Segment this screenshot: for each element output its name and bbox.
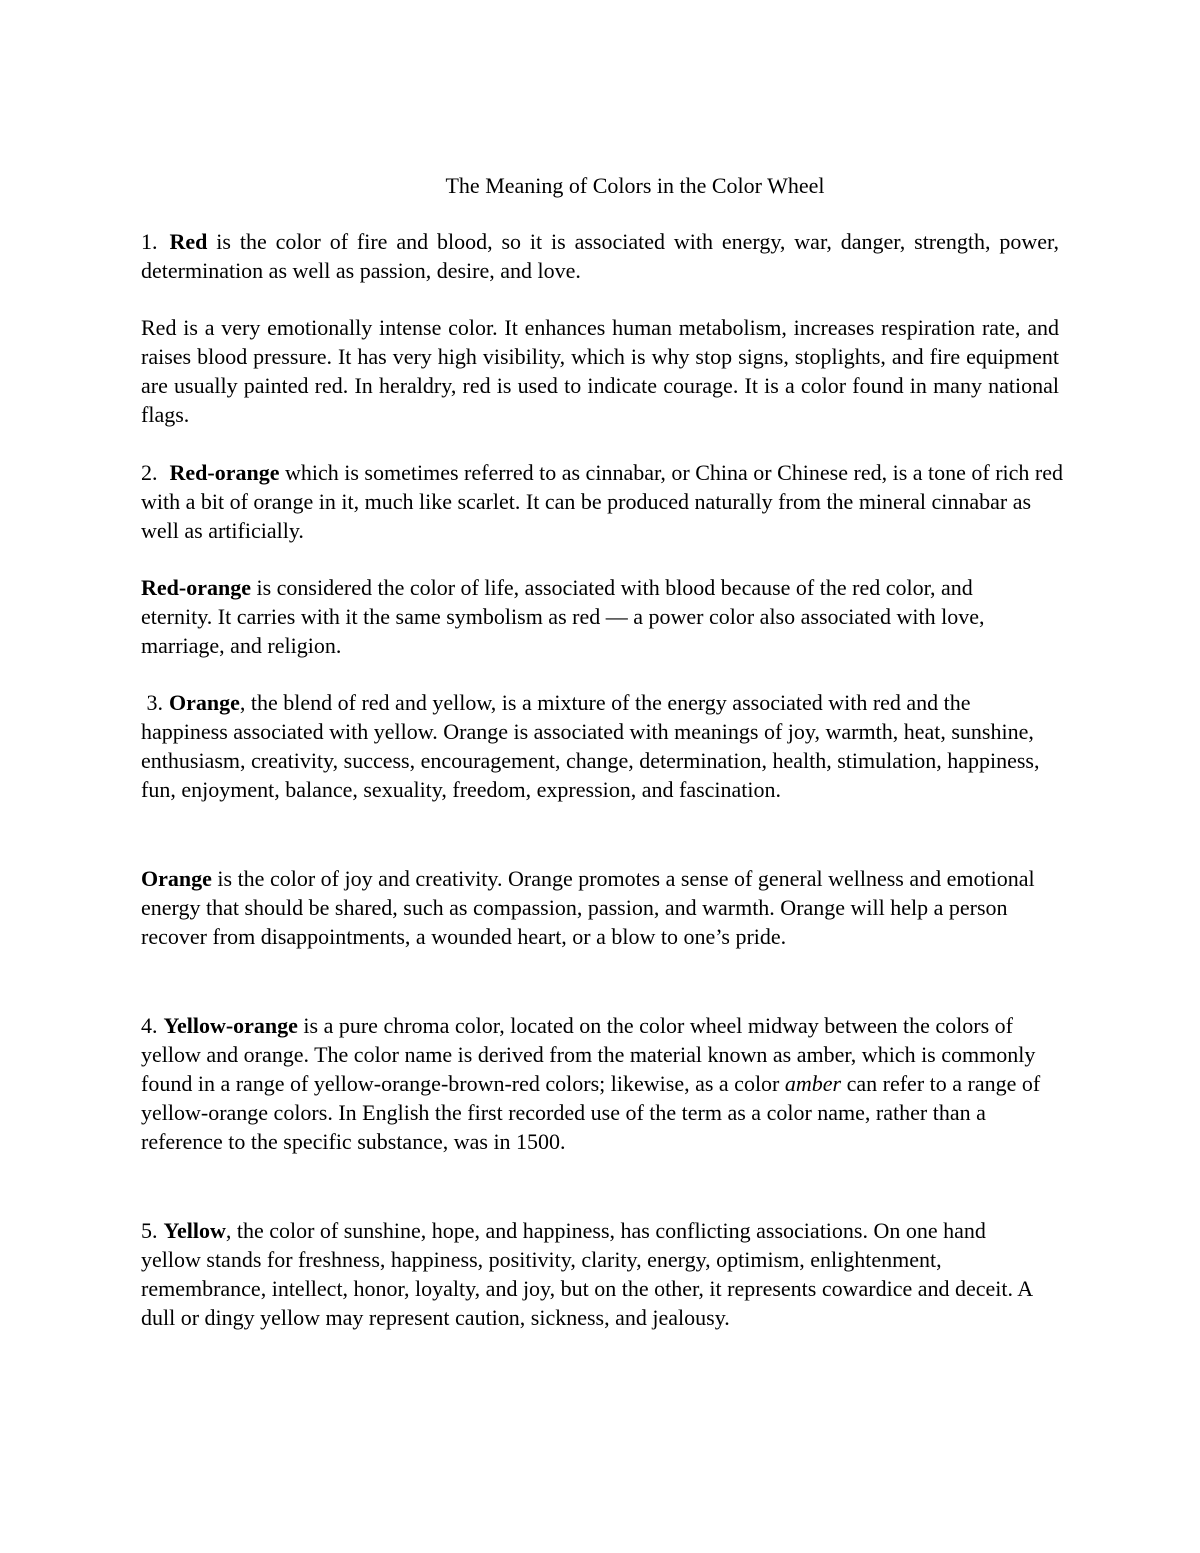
section-text: is a pure chroma color, located on the color wheel midway between the colors of yellow and orange. The color name is derived from the material known as amber, which is commonly found in a range of yellow-orange-brown-red colors; likewise, as a color [141,1013,1036,1096]
section-text: , the color of sunshine, hope, and happiness, has conflicting associations. On one hand yellow stands for freshness, happiness, positivity, clarity, energy, optimism, enlightenment, remembrance, intellect, honor, loyalty, and joy, but on the other, it represents cowardice and deceit. A dull or dingy yellow may represent caution, sickness, and jealousy. [141,1218,1032,1330]
section-number: 5. [141,1218,158,1243]
section-red [141,227,1059,285]
section-number: 2. [141,460,158,485]
color-term: Red-orange [169,460,280,485]
section-number: 4. [141,1013,158,1038]
section-text: is considered the color of life, associated with blood because of the red color, and eternity. It carries with it the same symbolism as red — a power color also associated with love, marriage, and religion. [141,575,985,658]
section-orange [141,688,1041,804]
color-term: Red-orange [141,575,251,600]
color-term: Orange [169,690,240,715]
section-number: 1. [141,229,158,254]
section-yellow-orange [141,1011,1059,1156]
color-term: Yellow [163,1218,226,1243]
section-yellow [141,1216,1051,1332]
section-number: 3. [146,690,163,715]
color-term: Yellow-orange [163,1013,298,1038]
section-text: is the color of joy and creativity. Orange promotes a sense of general wellness and emotional energy that should be shared, such as compassion, passion, and warmth. Orange will help a person recover from disappointments, a wounded heart, or a blow to one’s pride. [141,866,1035,949]
section-text: can refer to a range of yellow-orange colors. In English the first recorded use of the term as a color name, rather than a reference to the specific substance, was in 1500. [141,1071,1041,1154]
section-text: , the blend of red and yellow, is a mixture of the energy associated with red and the happiness associated with yellow. Orange is associated with meanings of joy, warmth, heat, sunshine, enthusiasm, creativity, success, encouragement, change, determination, health, stimulation, happiness, fun, enjoyment, balance, sexuality, freedom, expression, and fascination. [141,690,1040,802]
paragraph-red-details [141,313,1059,429]
color-term: Red [169,229,208,254]
paragraph-orange-details [141,864,1051,951]
section-red-orange [141,458,1066,545]
document-title: The Meaning of Colors in the Color Wheel [445,173,825,198]
paragraph-red-orange-details [141,573,1036,660]
emphasized-term: amber [784,1071,842,1096]
section-text: Red is a very emotionally intense color. It enhances human metabolism, increases respiration rate, and raises blood pressure. It has very high visibility, which is why stop signs, stoplights, and fire equipment are usually painted red. In heraldry, red is used to indicate courage. It is a color found in many national flags. [141,315,1059,427]
section-text: which is sometimes referred to as cinnabar, or China or Chinese red, is a tone of rich red with a bit of orange in it, much like scarlet. It can be produced naturally from the mineral cinnabar as well as artificially. [141,460,1064,543]
color-term: Orange [141,866,212,891]
section-text: is the color of fire and blood, so it is associated with energy, war, danger, strength, power, determination as well as passion, desire, and love. [141,229,1059,283]
